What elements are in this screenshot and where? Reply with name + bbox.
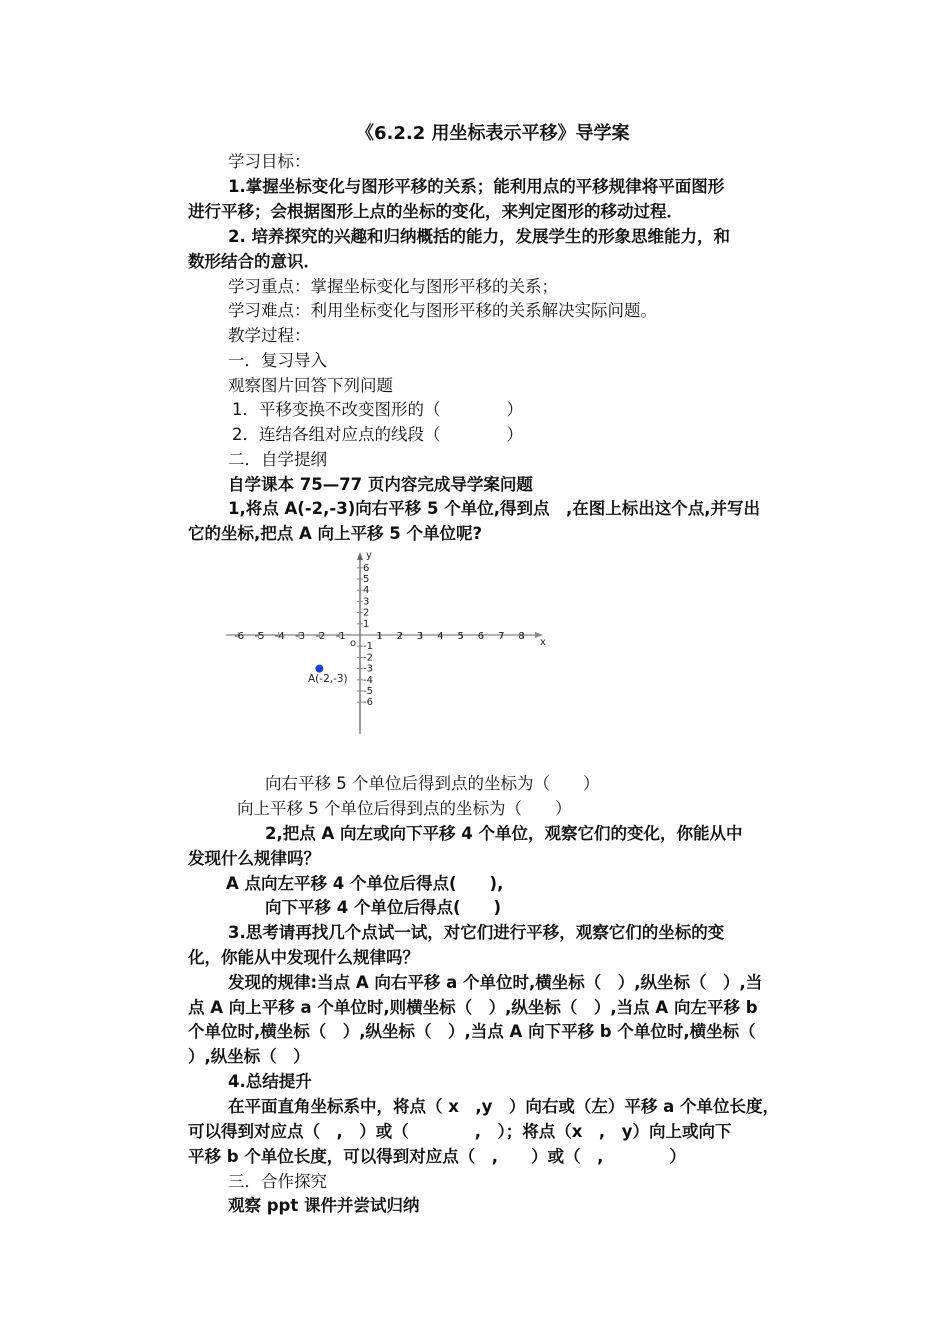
x-tick-label: 1: [376, 631, 383, 642]
summary-line-1: 在平面直角坐标系中，将点（ x ,y ）向右或（左）平移 a 个单位长度，: [228, 1097, 780, 1116]
question-2-down: 向下平移 4 个单位后得点( ): [265, 898, 502, 917]
x-tick-label: -3: [295, 631, 306, 642]
question-2-left: A 点向左平移 4 个单位后得点( ),: [226, 874, 504, 893]
x-tick-label: 6: [477, 631, 485, 642]
section-3-intro: 观察 ppt 课件并尝试归纳: [228, 1196, 420, 1215]
objective-2-line-1: 2. 培养探究的兴趣和归纳概括的能力，发展学生的形象思维能力，和: [228, 227, 730, 246]
point-a-label: A(-2,-3): [308, 673, 348, 685]
section-1-question-1: 1．平移变换不改变图形的（ ）: [232, 400, 523, 419]
x-tick-label: -2: [315, 631, 326, 642]
summary-line-3: 平移 b 个单位长度，可以得到对应点（ , ）或（ , ）: [188, 1147, 686, 1166]
section-2-intro: 自学课本 75—77 页内容完成导学案问题: [228, 475, 533, 494]
rule-line-3: 个单位时,横坐标（ ）,纵坐标（ ）,当点 A 向下平移 b 个单位时,横坐标（: [188, 1022, 756, 1041]
rule-line-2: 点 A 向上平移 a 个单位时,则横坐标（ ）,纵坐标（ ）,当点 A 向左平移 b: [188, 998, 758, 1017]
y-tick-label: 2: [363, 607, 370, 619]
process-label: 教学过程：: [228, 326, 311, 345]
y-tick-label: 5: [363, 574, 370, 585]
question-3-line-2: 化，你能从中发现什么规律吗？: [188, 948, 419, 967]
page-title: 《6.2.2 用坐标表示平移》导学案: [356, 123, 630, 144]
x-tick-label: -5: [254, 631, 265, 642]
question-3-line-1: 3.思考请再找几个点试一试，对它们进行平移，观察它们的坐标的变: [228, 923, 725, 942]
x-tick-label: 5: [457, 631, 464, 642]
x-tick-label: 2: [396, 631, 403, 642]
section-3-heading: 三．合作探究: [228, 1172, 327, 1191]
rule-line-1: 发现的规律:当点 A 向右平移 a 个单位时,横坐标（ ）,纵坐标（ ）,当: [228, 973, 763, 992]
y-tick-label: -1: [363, 641, 373, 653]
y-tick-label: -3: [363, 663, 373, 675]
y-tick-label: 6: [363, 562, 370, 574]
y-tick-label: 1: [363, 618, 370, 630]
objectives-label: 学习目标：: [228, 152, 311, 171]
objective-1-line-1: 1.掌握坐标变化与图形平移的关系；能利用点的平移规律将平面图形: [228, 177, 725, 196]
x-tick-label: -1: [335, 631, 346, 642]
y-axis-arrow: [357, 552, 363, 560]
question-2-line-1: 2,把点 A 向左或向下平移 4 个单位，观察它们的变化，你能从中: [265, 824, 743, 843]
question-1-line-2: 它的坐标,把点 A 向上平移 5 个单位呢?: [188, 524, 483, 543]
point-a-marker: [315, 665, 323, 673]
y-tick-label: -2: [363, 652, 373, 664]
x-tick-label: -4: [274, 631, 285, 642]
origin-label: o: [350, 638, 357, 649]
y-tick-label: -5: [363, 686, 373, 697]
x-axis-label: x: [540, 637, 546, 648]
x-tick-label: -6: [234, 631, 245, 642]
objective-2-line-2: 数形结合的意识．: [188, 252, 320, 271]
x-tick-label: 3: [416, 631, 424, 642]
x-tick-label: 7: [498, 631, 505, 642]
y-tick-label: -6: [363, 697, 373, 709]
rule-line-4: ）,纵坐标（ ）: [188, 1047, 310, 1066]
difficulty: 学习难点：利用坐标变化与图形平移的关系解决实际问题。: [228, 301, 657, 320]
question-1-line-1: 1,将点 A(-2,-3)向右平移 5 个单位,得到点 ,在图上标出这个点,并写出: [228, 499, 761, 518]
section-1-question-2: 2．连结各组对应点的线段（ ）: [232, 425, 523, 444]
y-tick-label: 4: [363, 585, 370, 597]
answer-right-shift: 向右平移 5 个单位后得到点的坐标为（ ）: [265, 774, 600, 793]
y-tick-label: -4: [363, 674, 373, 686]
coordinate-graph: [220, 548, 560, 748]
section-1-intro: 观察图片回答下列问题: [228, 376, 393, 395]
summary-line-2: 可以得到对应点（ , ）或（ , ）；将点（x , y）向上或向下: [188, 1122, 732, 1141]
x-tick-label: 4: [437, 631, 444, 642]
y-axis-label: y: [366, 550, 372, 561]
section-1-heading: 一．复习导入: [228, 351, 327, 370]
answer-up-shift: 向上平移 5 个单位后得到点的坐标为（ ）: [237, 799, 572, 818]
section-2-heading: 二．自学提纲: [228, 450, 327, 469]
x-tick-label: 8: [518, 631, 525, 642]
summary-heading: 4.总结提升: [228, 1072, 312, 1091]
x-tick-group: [234, 631, 525, 642]
question-2-line-2: 发现什么规律吗？: [188, 849, 320, 868]
key-point: 学习重点：掌握坐标变化与图形平移的关系；: [228, 277, 558, 296]
objective-1-line-2: 进行平移；会根据图形上点的坐标的变化，来判定图形的移动过程．: [188, 202, 683, 221]
y-tick-label: 3: [363, 596, 370, 608]
